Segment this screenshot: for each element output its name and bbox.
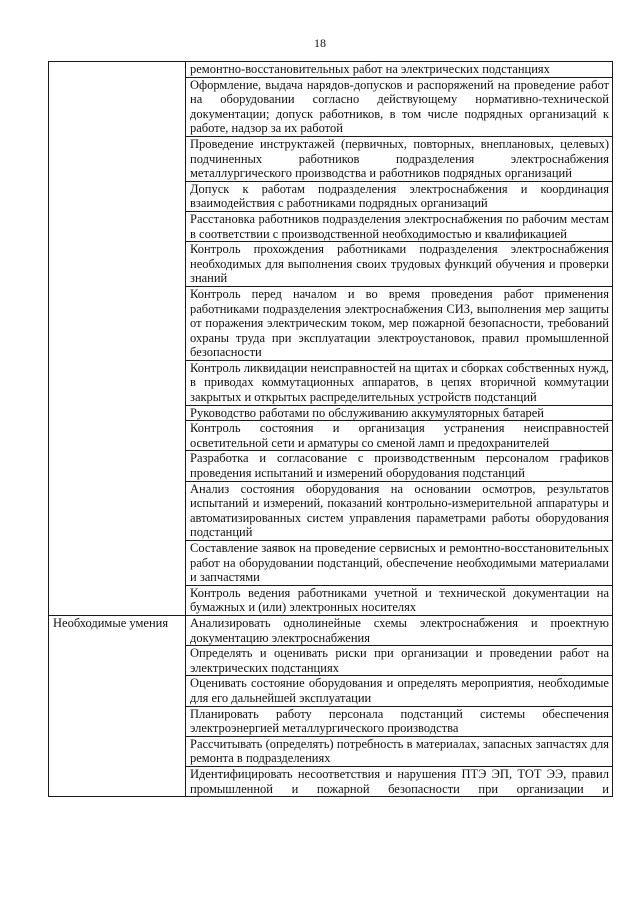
requirements-table-body	[49, 62, 613, 797]
page-number: 18	[314, 36, 326, 50]
requirement-item: Рассчитывать (определять) потребность в материалах, запасных запчастях для ремонта в подразделениях	[186, 736, 613, 766]
requirement-item: Планировать работу персонала подстанций системы обеспечения электроэнергией металлургического производства	[186, 706, 613, 736]
requirement-item: Составление заявок на проведение сервисных и ремонтно-восстановительных работ на оборудовании подстанций, обеспечение необходимыми материалами и запчастями	[186, 541, 613, 586]
requirement-item: Контроль состояния и организация устранения неисправностей осветительной сети и арматуры со сменой ламп и предохранителей	[186, 421, 613, 451]
requirement-item: Оценивать состояние оборудования и определять мероприятия, необходимые для его дальнейшей эксплуатации	[186, 676, 613, 706]
table-row	[49, 62, 613, 78]
requirement-item: Оформление, выдача нарядов-допусков и распоряжений на проведение работ на оборудовании согласно действующему нормативно-технической документации; допуск работников, в том числе подрядных организаций к работе, надзор за их работой	[186, 77, 613, 136]
requirement-item: Контроль ликвидации неисправностей на щитах и сборках собственных нужд, в приводах коммутационных аппаратов, в цепях вторичной коммутации закрытых и открытых распределительных устройств подстанций	[186, 360, 613, 405]
requirement-item: Анализировать однолинейные схемы электроснабжения и проектную документацию электроснабжения	[186, 615, 613, 645]
requirement-item: Идентифицировать несоответствия и нарушения ПТЭ ЭП, ТОТ ЭЭ, правил промышленной и пожарной безопасности при организации и	[186, 766, 613, 796]
section-label: Необходимые умения	[49, 615, 186, 796]
requirement-item: ремонтно-восстановительных работ на электрических подстанциях	[186, 62, 613, 78]
section-label	[49, 62, 186, 616]
requirement-item: Проведение инструктажей (первичных, повторных, внеплановых, целевых) подчиненных работников подразделения электроснабжения металлургического производства и работников подрядных организаций	[186, 136, 613, 181]
requirement-item: Расстановка работников подразделения электроснабжения по рабочим местам в соответствии с производственной необходимостью и квалификацией	[186, 211, 613, 241]
requirement-item: Контроль прохождения работниками подразделения электроснабжения необходимых для выполнения своих трудовых функций обучения и проверки знаний	[186, 242, 613, 287]
requirement-item: Контроль ведения работниками учетной и технической документации на бумажных и (или) электронных носителях	[186, 585, 613, 615]
requirement-item: Разработка и согласование с производственным персоналом графиков проведения испытаний и измерений оборудования подстанций	[186, 451, 613, 481]
requirement-item: Руководство работами по обслуживанию аккумуляторных батарей	[186, 405, 613, 421]
requirement-item: Контроль перед началом и во время проведения работ применения работниками подразделения электроснабжения СИЗ, выполнения мер защиты от поражения электрическим током, мер пожарной безопасности, требований охраны труда при эксплуатации электроустановок, правил промышленной безопасности	[186, 286, 613, 360]
requirement-item: Допуск к работам подразделения электроснабжения и координация взаимодействия с работниками подрядных организаций	[186, 181, 613, 211]
requirements-table	[48, 61, 613, 797]
requirement-item: Анализ состояния оборудования на основании осмотров, результатов испытаний и измерений, показаний контрольно-измерительной аппаратуры и автоматизированных систем управления параметрами работы оборудования подстанций	[186, 481, 613, 540]
table-row	[49, 615, 613, 645]
requirement-item: Определять и оценивать риски при организации и проведении работ на электрических подстанциях	[186, 646, 613, 676]
